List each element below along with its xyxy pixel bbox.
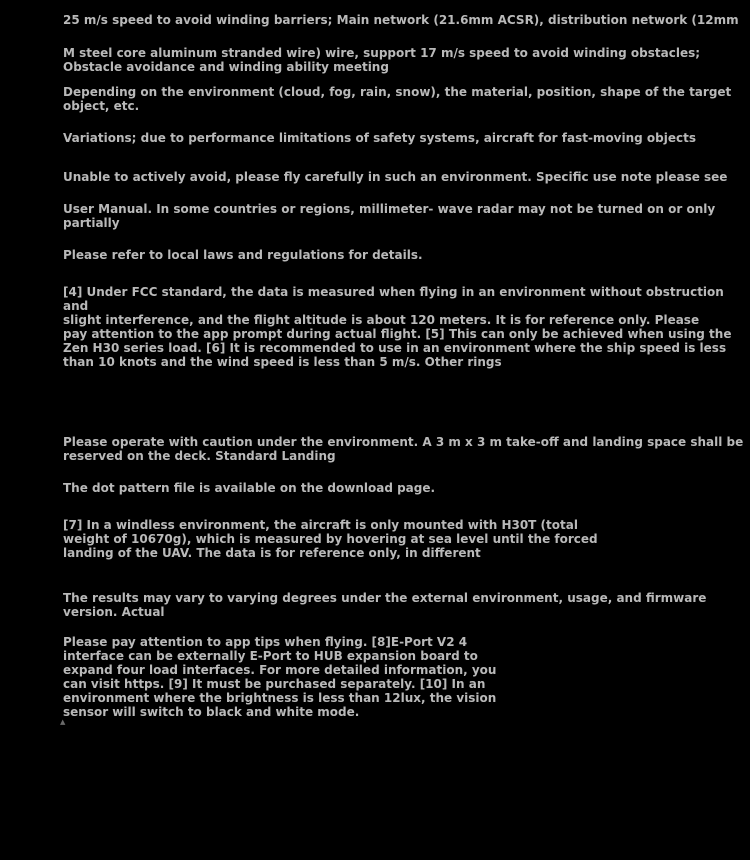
paragraph-user-manual: User Manual. In some countries or regions, millimeter- wave radar may not be turned on or only partially bbox=[63, 202, 716, 230]
paragraph-environment-depending: Depending on the environment (cloud, fog, rain, snow), the material, position, shape of the target object, etc. bbox=[63, 85, 732, 113]
paragraph-local-laws: Please refer to local laws and regulations for details. bbox=[63, 248, 423, 262]
paragraph-unable-to-avoid: Unable to actively avoid, please fly carefully in such an environment. Specific use note please see bbox=[63, 170, 728, 184]
paragraph-results-may-vary: The results may vary to varying degrees under the external environment, usage, and firmware version. Actual bbox=[63, 591, 707, 619]
paragraph-steel-core-wire: M steel core aluminum stranded wire) wire, support 17 m/s speed to avoid winding obstacles; Obstacle avoidance and winding ability meeting bbox=[63, 46, 701, 74]
paragraph-footnote-8-10: Please pay attention to app tips when flying. [8]E-Port V2 4 interface can be externally E-Port to HUB expansion board to expand four load interfaces. For more detailed information, you can visit https. [9] It must be purchased separately. [10] In an environment where the brightness is less than 12lux, the vision sensor will switch to black and white mode. bbox=[63, 635, 497, 719]
paragraph-footnote-4-6: [4] Under FCC standard, the data is measured when flying in an environment without obstruction and slight interference, and the flight altitude is about 120 meters. It is for reference only. Please pay attention to the app prompt during actual flight. [5] This can only be achieved when using the Zen H30 series load. [6] It is recommended to use in an environment where the ship speed is less than 10 knots and the wind speed is less than 5 m/s. Other rings bbox=[63, 285, 732, 369]
paragraph-winding-speed: 25 m/s speed to avoid winding barriers; Main network (21.6mm ACSR), distribution network (12mm bbox=[63, 13, 739, 27]
paragraph-variations: Variations; due to performance limitations of safety systems, aircraft for fast-moving objects bbox=[63, 131, 697, 145]
paragraph-footnote-7: [7] In a windless environment, the aircraft is only mounted with H30T (total weight of 10670g), which is measured by hovering at sea level until the forced landing of the UAV. The data is for reference only, in different bbox=[63, 518, 598, 560]
paragraph-dot-pattern-file: The dot pattern file is available on the download page. bbox=[63, 481, 436, 495]
triangle-marker-icon: ▲ bbox=[60, 718, 66, 726]
paragraph-operate-with-caution: Please operate with caution under the environment. A 3 m x 3 m take-off and landing space shall be reserved on the deck. Standard Landing bbox=[63, 435, 744, 463]
